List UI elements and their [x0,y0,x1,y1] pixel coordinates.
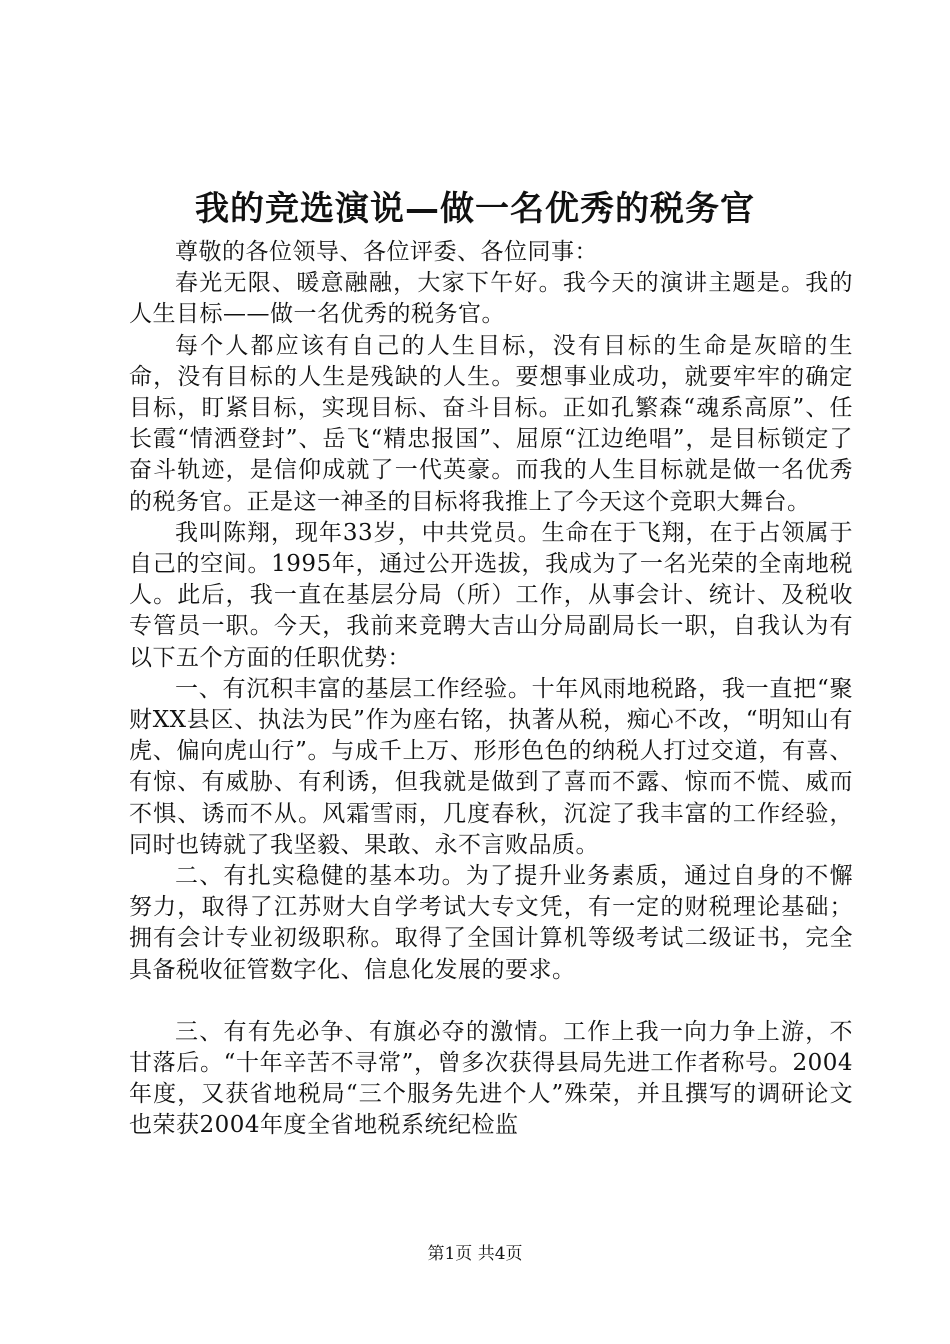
page-number-footer: 第1页 共4页 [427,1244,523,1264]
page-title: 我的竞选演说—做一名优秀的税务官 [195,189,755,229]
greeting-paragraph: 春光无限、暖意融融，大家下午好。我今天的演讲主题是。我的人生目标——做一名优秀的税务官。 [129,270,853,328]
introduction-paragraph: 我叫陈翔，现年33岁，中共党员。生命在于飞翔，在于占领属于自己的空间。1995年，通过公开选拔，我成为了一名光荣的全南地税人。此后，我一直在基层分局（所）工作，从事会计、统计、及税收专管员一职。今天，我前来竞聘大吉山分局副局长一职，自我认为有以下五个方面的任职优势： [129,519,853,671]
salutation-paragraph: 尊敬的各位领导、各位评委、各位同事： [175,239,598,265]
advantage-three-paragraph: 三、有有先必争、有旗必夺的激情。工作上我一向力争上游，不甘落后。“十年辛苦不寻常”，曾多次获得县局先进工作者称号。2004年度，又获省地税局“三个服务先进个人”殊荣，并且撰写的调研论文也荣获2004年度全省地税系统纪检监 [129,1018,853,1139]
goal-paragraph: 每个人都应该有自己的人生目标，没有目标的生命是灰暗的生命，没有目标的人生是残缺的人生。要想事业成功，就要牢牢的确定目标，盯紧目标，实现目标、奋斗目标。正如孔繁森“魂系高原”、任长霞“情洒登封”、岳飞“精忠报国”、屈原“江边绝唱”，是目标锁定了奋斗轨迹，是信仰成就了一代英豪。而我的人生目标就是做一名优秀的税务官。正是这一神圣的目标将我推上了今天这个竞职大舞台。 [129,332,853,515]
document-body [129,237,853,1142]
advantage-one-paragraph: 一、有沉积丰富的基层工作经验。十年风雨地税路，我一直把“聚财XX县区、执法为民”作为座右铭，执著从税，痴心不改，“明知山有虎、偏向虎山行”。与成千上万、形形色色的纳税人打过交道，有喜、有惊、有威胁、有利诱，但我就是做到了喜而不露、惊而不慌、威而不惧、诱而不从。风霜雪雨，几度春秋，沉淀了我丰富的工作经验，同时也铸就了我坚毅、果敢、永不言败品质。 [129,675,853,858]
advantage-two-paragraph: 二、有扎实稳健的基本功。为了提升业务素质，通过自身的不懈努力，取得了江苏财大自学考试大专文凭，有一定的财税理论基础；拥有会计专业初级职称。取得了全国计算机等级考试二级证书，完全具备税收征管数字化、信息化发展的要求。 [129,863,853,983]
